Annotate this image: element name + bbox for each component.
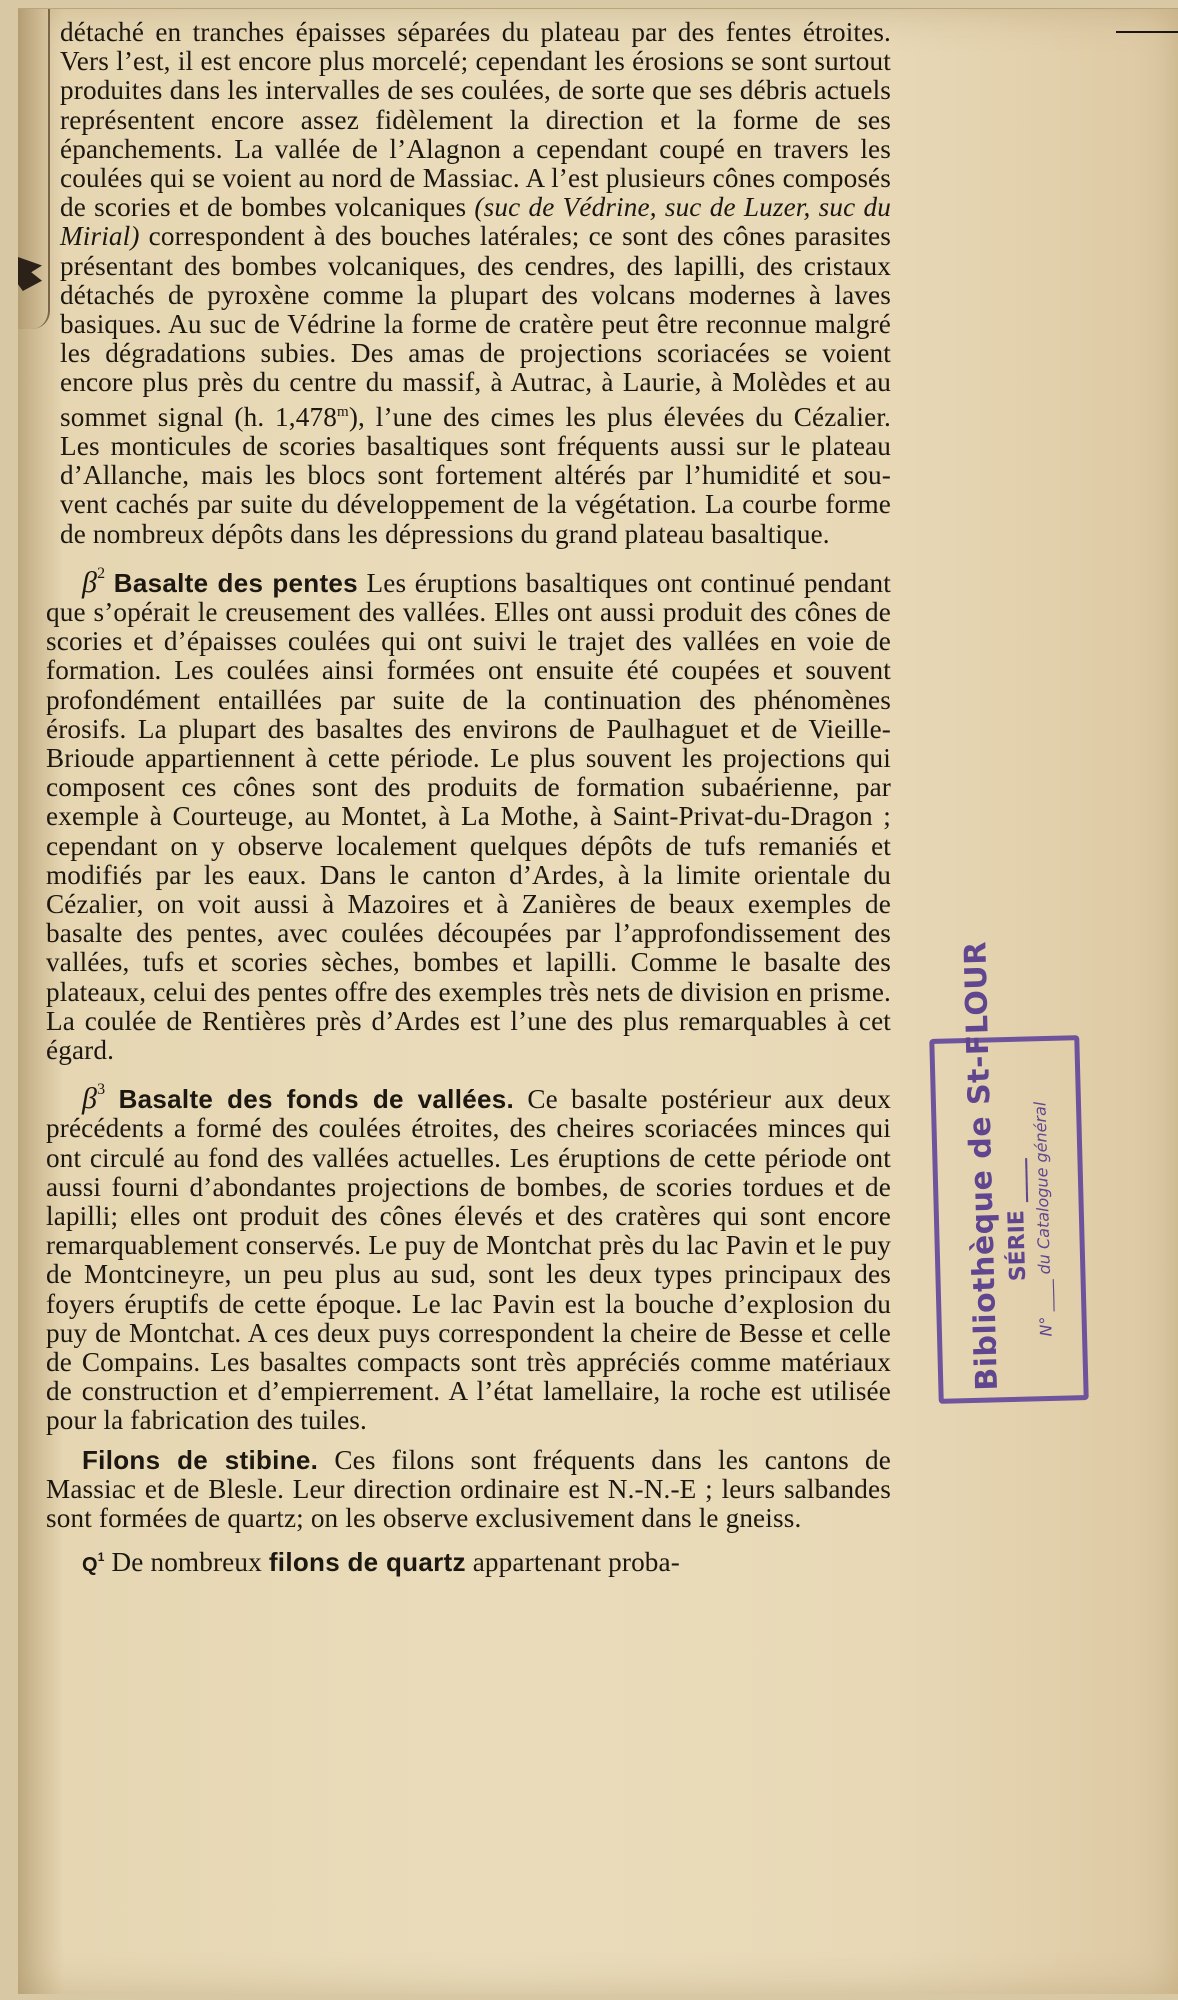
section-heading: Filons de stibine. — [82, 1444, 319, 1475]
text-line: fentes étroites. Vers l’est, il est encore plus morcelé; — [60, 17, 891, 77]
symbol-glyph: β — [82, 565, 98, 599]
library-stamp — [929, 940, 1089, 1404]
text-line: correspondent à des bouches latérales; ce sont des — [148, 221, 714, 252]
paragraph-basalte-pentes — [46, 559, 891, 1065]
text-line: représentent encore assez fidèlement la direction et la forme — [60, 104, 799, 135]
paragraph-text: Ce basalte postérieur aux deux précédents a formé des coulées étroites, des cheires scoriacées minces qui ont circulé au fond des vallées actuelles. Les éruptions de cette période ont aussi fourni d’abondantes projections de bombes, de scories tordues et de lapilli; elles ont produit des cônes élevés et des cratères qui sont encore remarquablement conservés. Le puy de Montchat près du lac Pavin et le puy de Montcineyre, un peu plus au sud, sont les deux types principaux des foyers éruptifs de cette époque. Le lac Pavin est la bouche d’explosion du puy de Montchat. A ces deux puys correspondent la cheire de Besse et celle de Compains. Les basaltes compacts sont très appréciés comme matériaux de construction et d’empierrement. A l’état lamellaire, la roche est utilisée pour la fabrication des tuiles. — [46, 1084, 892, 1436]
text-line: intervalles de ses coulées, de sorte que ses débris actuels — [265, 75, 892, 106]
beta-symbol — [82, 1082, 105, 1115]
italic-place-names: (suc de Védrine, suc de Luzer, suc du — [474, 192, 891, 223]
quartz-symbol — [82, 1550, 105, 1577]
lead-text: De nombreux — [111, 1547, 262, 1578]
paragraph-filons-stibine — [46, 1446, 891, 1534]
text-line: La courbe forme de nombreux dépôts dans les dépressions — [60, 489, 891, 549]
italic-place-names-cont: Mirial) — [60, 221, 140, 252]
body-text — [46, 18, 891, 1580]
text-line: ), l’une des — [348, 401, 480, 432]
beta-symbol — [82, 566, 105, 599]
top-right-rule — [1116, 31, 1178, 33]
section-heading: filons de quartz — [268, 1547, 466, 1578]
text-line: vent cachés par suite du développement de la végétation. — [60, 489, 697, 520]
unit-superscript: m — [336, 403, 349, 420]
text-line: du grand plateau basaltique. — [520, 518, 830, 549]
text-line: cependant les érosions se sont surtout produites dans les — [60, 46, 892, 106]
paragraph-text: Ces filons sont fréquents dans les cantons de Massiac et de Blesle. Leur direction ordinaire est N.-N.-E ; leurs salbandes sont formées de quartz; on les observe exclusivement dans le gneiss. — [46, 1444, 892, 1534]
text-line: les dégradations subies. Des amas de projections scoriacées — [60, 338, 771, 369]
text-line: mais les blocs sont fortement altérés par l’humidité et sou- — [201, 460, 891, 491]
stamp-library-name: Bibliothèque de St-FLOUR — [958, 940, 1005, 1391]
paragraph-text: appartenant proba- — [472, 1547, 680, 1578]
paragraph-basalte-fonds — [46, 1075, 891, 1435]
section-heading: Basalte des pentes — [113, 567, 358, 598]
text-line: basaltiques sont fréquents aussi sur le plateau d’Allanche, — [60, 430, 892, 491]
symbol-index: 2 — [97, 564, 106, 582]
text-line: cimes les plus élevées du Cézalier. Les monticules de scories — [60, 401, 891, 461]
text-line: cendres, des lapilli, des cristaux détachés de pyroxène — [60, 250, 891, 310]
text-line: de ses épanchements. La vallée de l’Alagnon a cependant — [60, 104, 891, 164]
paragraph-text: Les éruptions basaltiques ont continué pendant que s’opérait le creusement des vallées. Elles ont aussi produit des cônes de scories et d’épaisses coulées qui ont suivi le trajet des vallées en voie de formation. Les coulées ainsi formées ont ensuite été coupées et souvent profondément entaillées par suite de la continuation des phénomènes érosifs. La plupart des basaltes des environs de Paulhaguet et de Vieille-Brioude appartiennent à cette période. Le plus souvent les projections qui composent ces cônes sont des produits de formation subaérienne, par exemple à Courteuge, au Montet, à La Mothe, à Saint-Privat-du-Dragon ; cependant on y observe localement quelques dépôts de tufs remaniés et modifiés par les eaux. Dans le canton d’Ardes, à la limite orientale du Cézalier, on voit aussi à Mazoires et à Zanières de beaux exemples de basalte des pentes, avec coulées découpées par l’approfondissement des vallées, tufs et scories sèches, bombes et lapilli. Comme le basalte des plateaux, celui des pentes offre des exemples très nets de division en prisme. La coulée de Rentières près d’Ardes est l’une des plus remarquables à cet égard. — [46, 567, 891, 1065]
symbol-index: 1 — [97, 1550, 105, 1565]
section-heading: Basalte des fonds de vallées. — [118, 1084, 515, 1115]
paragraph-continuation — [60, 18, 891, 549]
text-line: suc de Védrine la forme de cratère peut être reconnue malgré — [209, 309, 891, 340]
text-line: détaché en tranches épaisses séparées du plateau par des — [60, 17, 715, 47]
text-line: cônes parasites présentant des bombes volcaniques, des — [60, 221, 891, 281]
symbol-glyph: Q — [82, 1554, 98, 1577]
text-line: comme la plupart des volcans modernes à laves basiques. Au — [60, 279, 891, 340]
stamp-series: SÉRIE ____ — [1002, 1157, 1032, 1281]
text-line: à Laurie, à Molèdes et au sommet signal (h. 1,478 — [60, 367, 891, 432]
symbol-glyph: β — [82, 1082, 98, 1116]
symbol-index: 3 — [97, 1081, 106, 1099]
text-line: coupé en travers les coulées qui se voient au nord de — [60, 133, 892, 194]
paragraph-filons-quartz — [46, 1543, 891, 1580]
stamp-content — [958, 940, 1057, 1391]
text-line: se voient encore plus près du centre du massif, à Autrac, — [60, 338, 891, 398]
text-line: Massiac. A l’est plusieurs cônes composés de scories et de — [60, 163, 892, 223]
text-line: bombes volcaniques — [241, 192, 467, 223]
stamp-catalogue: N° ____ du Catalogue général — [1030, 1100, 1056, 1337]
